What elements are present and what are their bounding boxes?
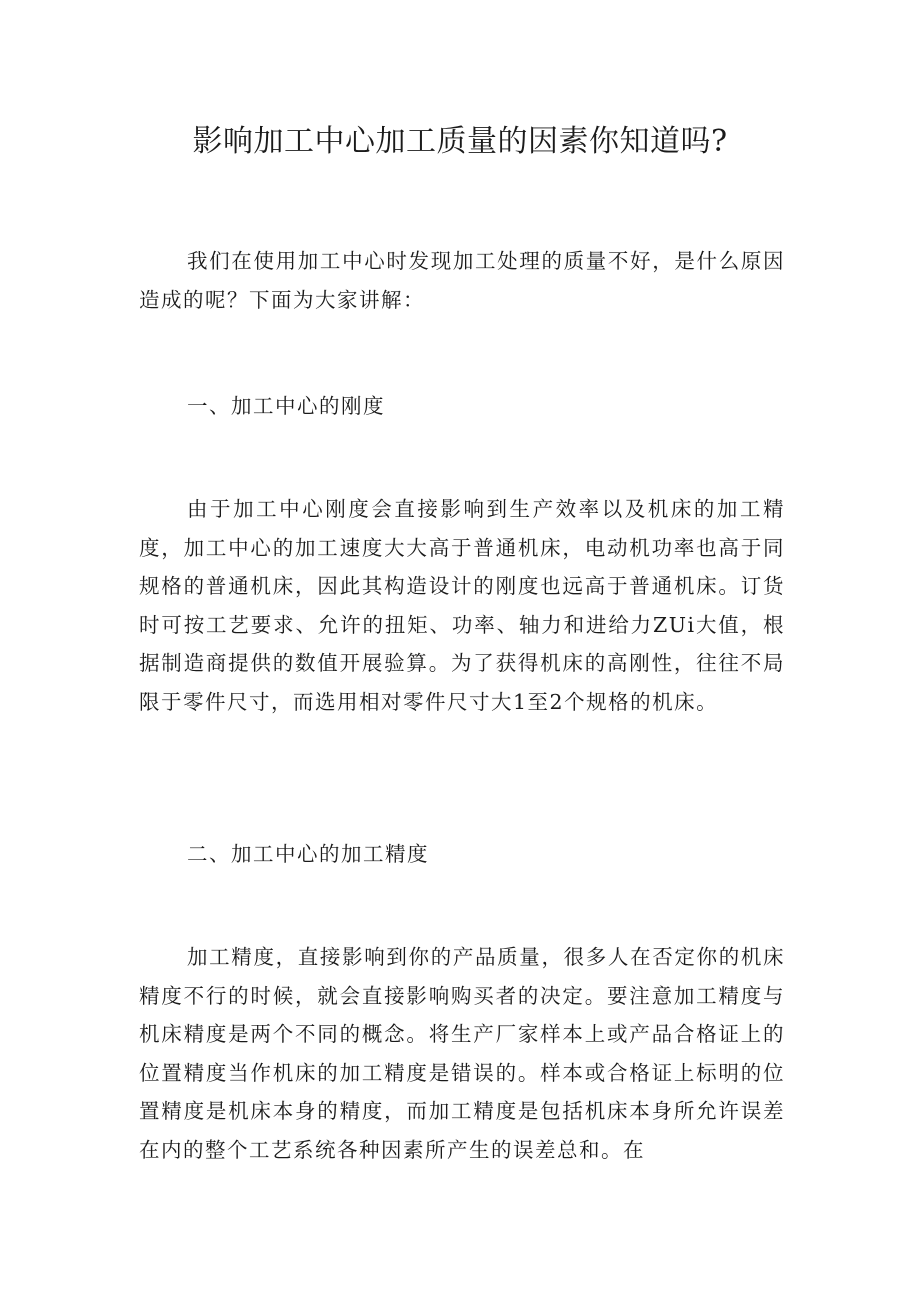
section-heading-accuracy: 二、加工中心的加工精度	[187, 842, 429, 866]
section-heading-stiffness: 一、加工中心的刚度	[187, 394, 385, 418]
section-body-stiffness: 由于加工中心刚度会直接影响到生产效率以及机床的加工精度，加工中心的加工速度大大高于普通机床，电动机功率也高于同规格的普通机床，因此其构造设计的刚度也远高于普通机床。订货时可按工艺要求、允许的扭矩、功率、轴力和进给力ZUi大值，根据制造商提供的数值开展验算。为了获得机床的高刚性，往往不局限于零件尺寸，而选用相对零件尺寸大1至2个规格的机床。	[139, 497, 785, 714]
document-title: 影响加工中心加工质量的因素你知道吗?	[192, 124, 728, 159]
section-body-accuracy: 加工精度，直接影响到你的产品质量，很多人在否定你的机床精度不行的时候，就会直接影响购买者的决定。要注意加工精度与机床精度是两个不同的概念。将生产厂家样本上或产品合格证上的位置精度当作机床的加工精度是错误的。样本或合格证上标明的位置精度是机床本身的精度，而加工精度是包括机床本身所允许误差在内的整个工艺系统各种因素所产生的误差总和。在	[139, 945, 785, 1162]
intro-paragraph: 我们在使用加工中心时发现加工处理的质量不好，是什么原因造成的呢？下面为大家讲解：	[139, 249, 785, 312]
